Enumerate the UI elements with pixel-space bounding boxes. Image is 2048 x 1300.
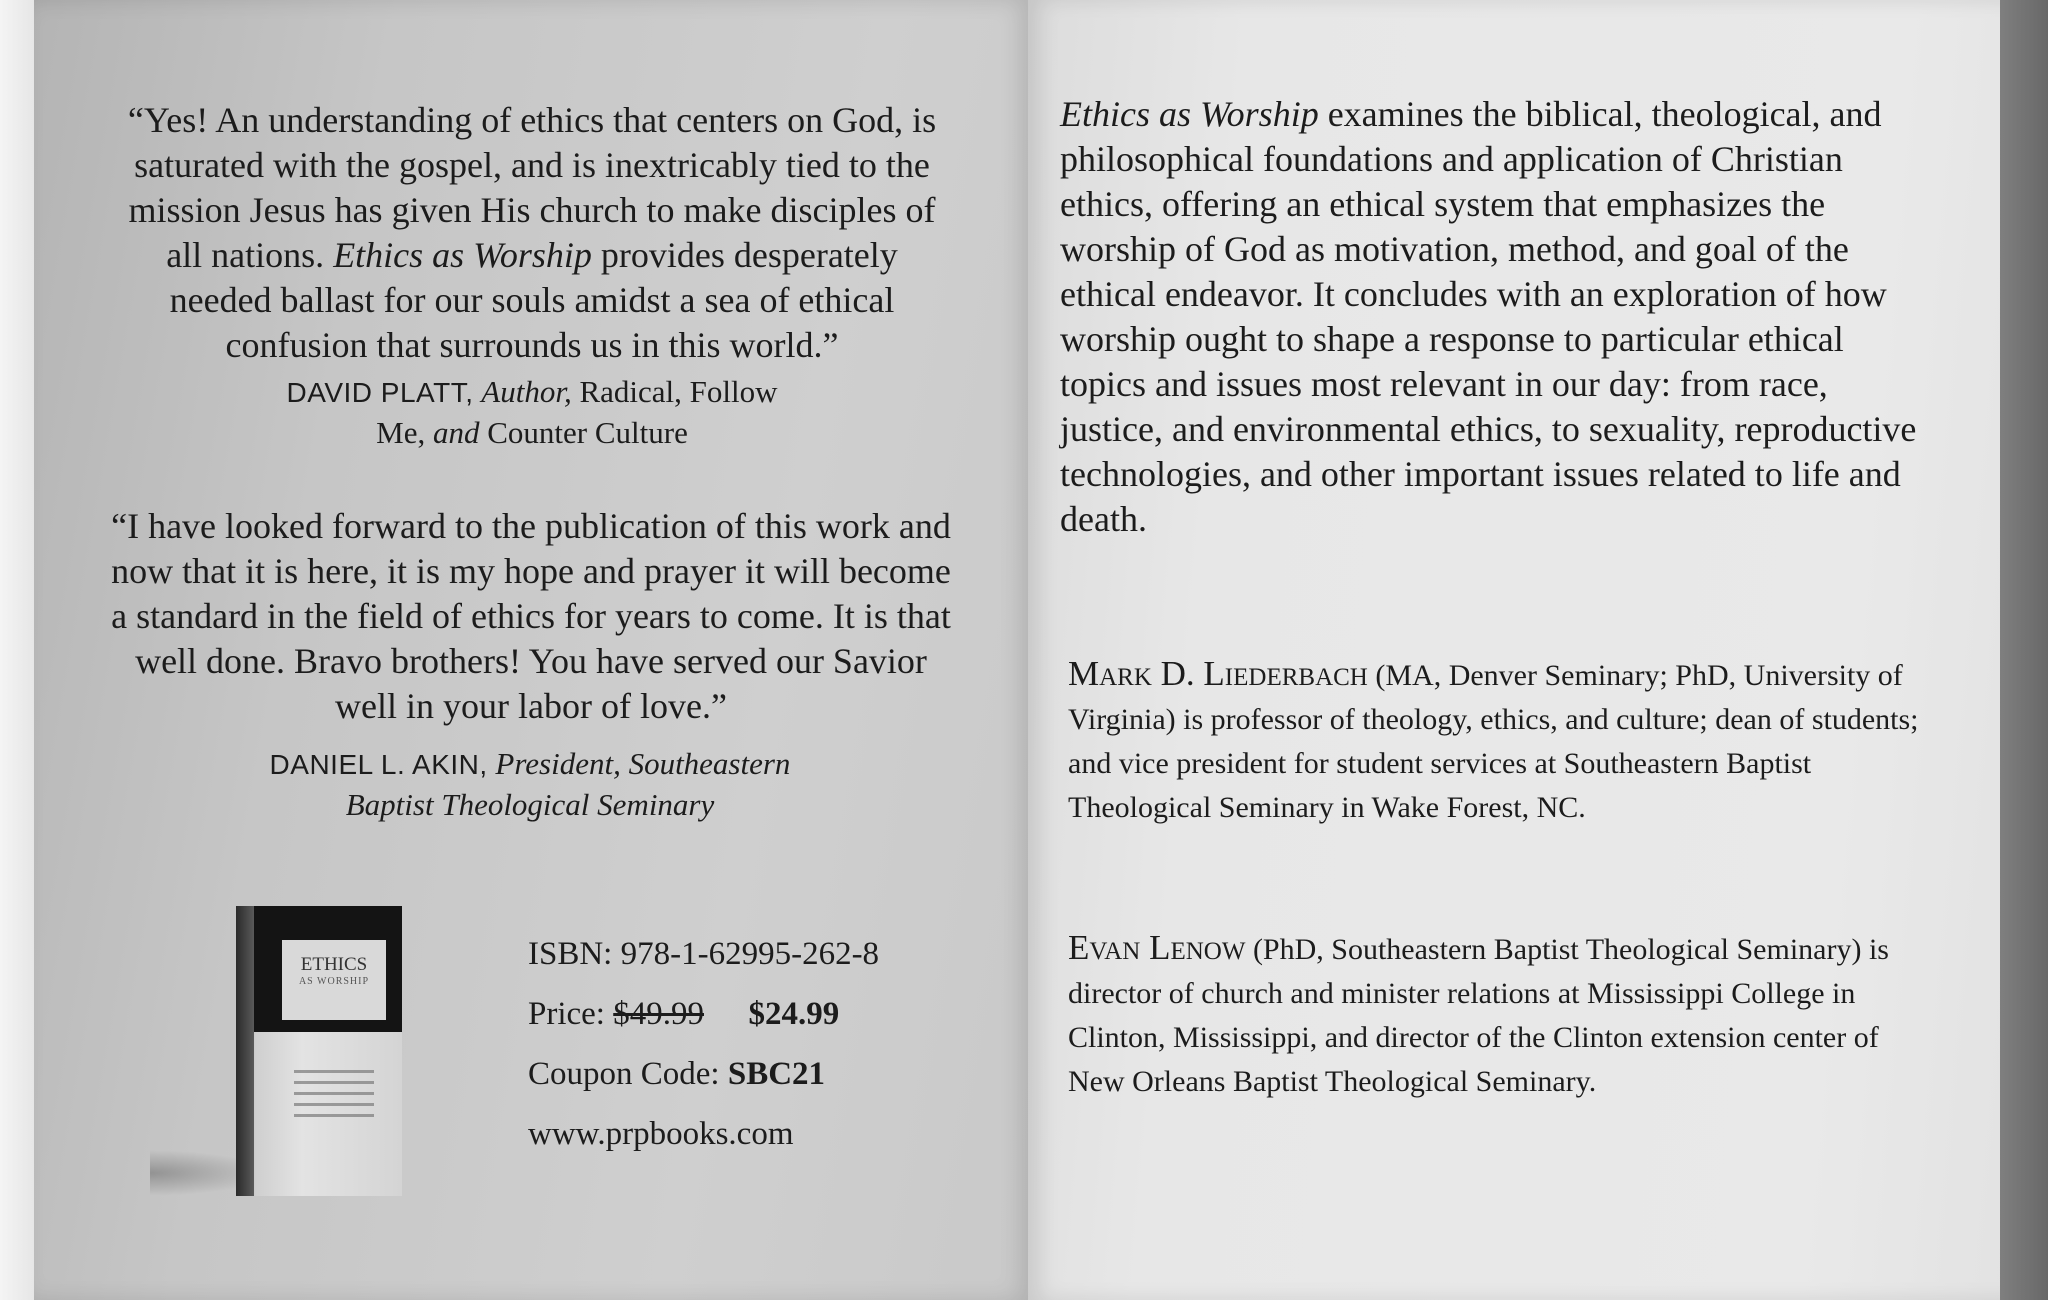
description-text: examines the biblical, theological, and philosophical foundations and application of Christian ethics, offering an ethical system that emphasizes the worship of God as motivation, method, and goal of the ethical endeavor. It concludes with an exploration of how worship ought to shape a response to particular ethical topics and issues most relevant in our day: from race, justice, and environmental ethics, to sexuality, reproductive technologies, and other important issues related to life and death. [1060,94,1917,539]
endorser-role: Author, [481,374,572,409]
price-label: Price: [528,996,605,1032]
endorsement-quote-akin [100,504,962,729]
new-price: $24.99 [748,996,840,1032]
author-bio-liederbach [1068,652,1928,830]
quote-text: “I have looked forward to the publication of this work and now that it is here, it is my hope and prayer it will become a standard in the field of ethics for years to come. It is that well done. Bravo brothers! You have served our Savior well in your labor of love.” [111,506,951,726]
quote-text: “Yes! An understanding of ethics that centers on God, is saturated with the gospel, and is inextricably tied to the mission Jesus has given His church to make disciples of all nations. [127,100,937,275]
endorser-role: President, Southeastern [495,746,791,781]
endorsement-quote-platt [112,98,952,368]
book-spine [236,906,254,1196]
website-link[interactable]: www.prpbooks.com [528,1116,794,1152]
book-cover-bottom [236,1032,402,1196]
table-surface-right [2000,0,2048,1300]
description-book-title: Ethics as Worship [1060,94,1319,134]
endorsement-attribution-platt [212,372,852,453]
author-bio-text: (MA, Denver Seminary; PhD, University of Virginia) is professor of theology, ethics, and culture; dean of students; and vice president for student services at Southeastern Baptist Theological Seminary in Wake Forest, NC. [1068,659,1919,824]
endorser-book: Me, [376,415,426,450]
endorser-book: Radical, Follow [579,374,778,409]
author-bio-text: (PhD, Southeastern Baptist Theological Seminary) is director of church and minister relations at Mississippi College in Clinton, Mississippi, and director of the Clinton extension center of New Orleans Baptist Theological Seminary. [1068,933,1889,1098]
endorser-conjunction: and [432,415,480,450]
author-bio-lenow [1068,926,1928,1104]
endorsement-attribution-akin [200,744,860,825]
coupon-code: SBC21 [727,1056,826,1092]
endorser-name: DAVID PLATT, [286,377,474,408]
book-cover-title: ETHICS [300,954,368,975]
author-name: Mark D. Liederbach [1068,654,1368,693]
endorser-name: DANIEL L. AKIN, [269,749,488,780]
coupon-line [528,1052,879,1112]
purchase-info [528,932,879,1172]
quote-book-title: Ethics as Worship [333,235,592,275]
author-name: Evan Lenow [1068,928,1246,967]
endorser-role: Baptist Theological Seminary [345,787,715,822]
book-cover-subtitle: AS WORSHIP [298,976,370,987]
endorser-book: Counter Culture [487,415,688,450]
book-cover-lines [294,1062,374,1125]
isbn-line: ISBN: 978-1-62995-262-8 [528,936,880,972]
quote-text: provides desperately needed ballast for our souls amidst a sea of ethical confusion that surrounds us in this world.” [169,235,898,365]
book-title-card [282,940,386,1020]
old-price: $49.99 [613,996,704,1032]
coupon-label: Coupon Code: [528,1056,720,1092]
book-description [1060,92,1920,542]
price-line [528,992,879,1052]
book-cover-image [236,906,402,1196]
